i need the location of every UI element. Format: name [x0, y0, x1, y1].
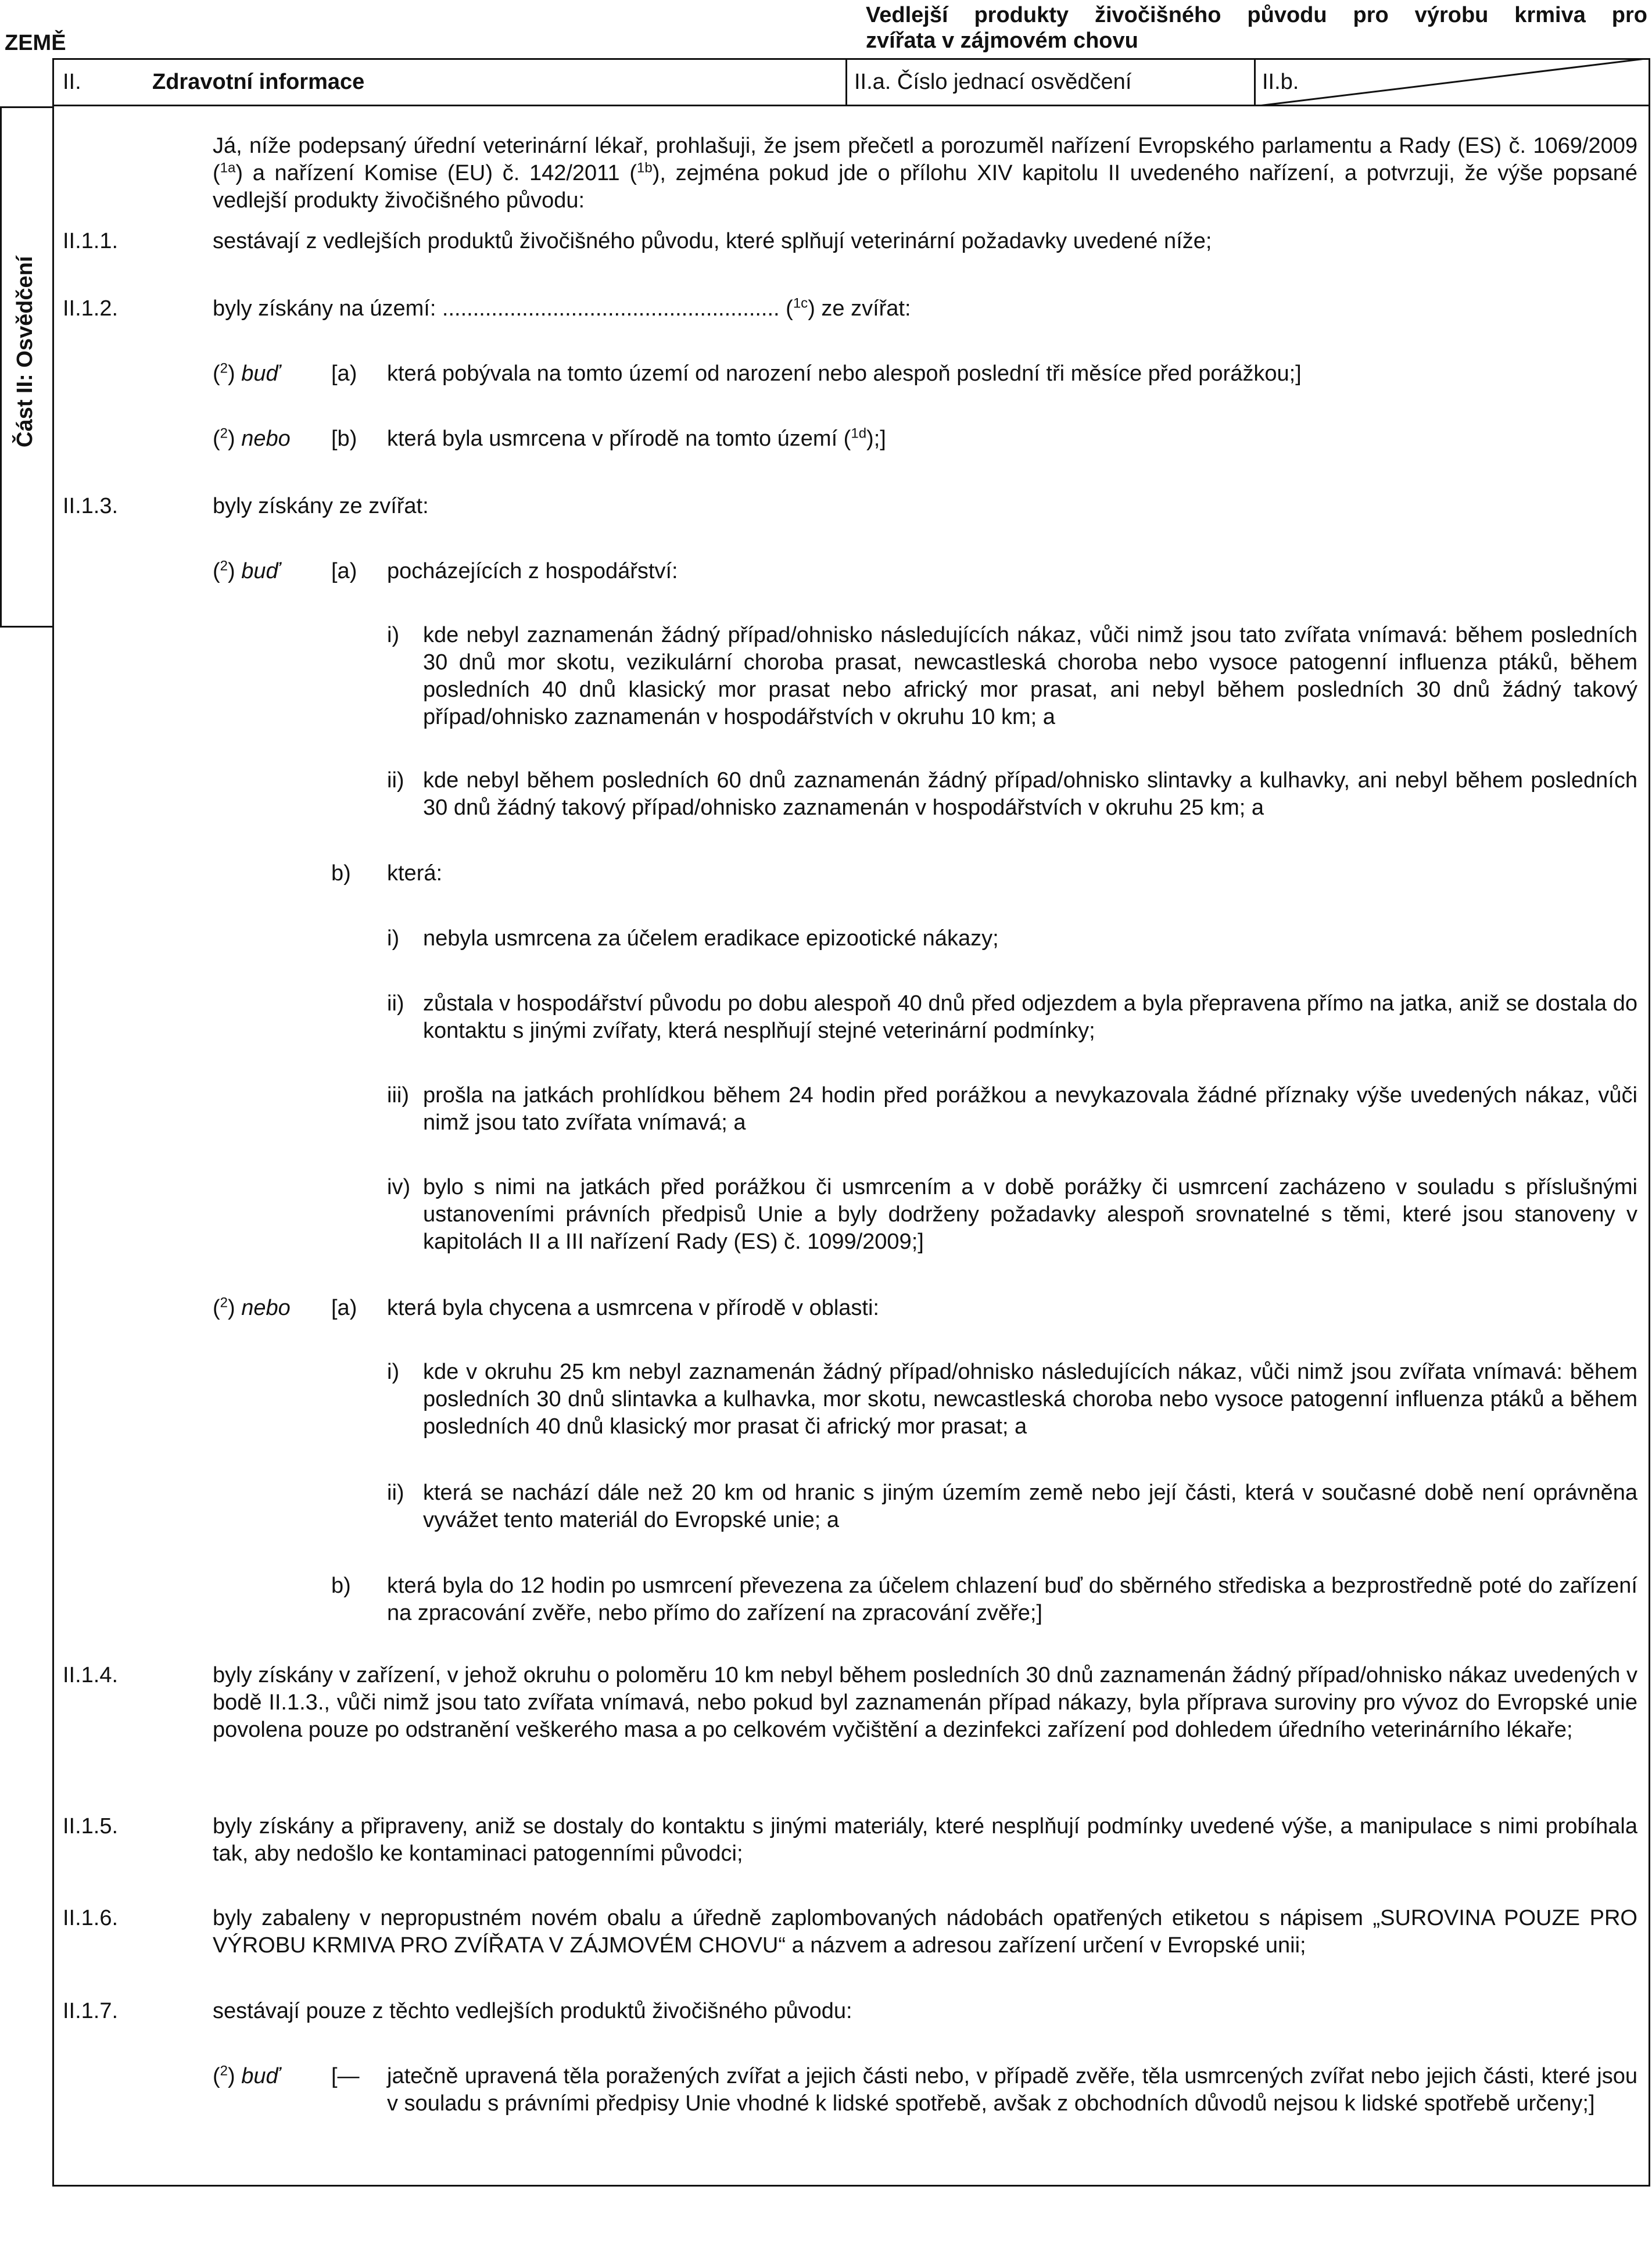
- health-row-divider-a: [845, 58, 847, 106]
- sub-item-number: i): [387, 623, 400, 647]
- sub-item-text: kde nebyl během posledních 60 dnů zaznamenán žádný případ/ohnisko slintavky a kulhavky, ani nebyl během posledních 30 dnů žádný takový případ/ohnisko zaznamenán v hospodářstvích v okruhu 25 km; a: [423, 768, 1637, 820]
- option-letter-a: [a): [331, 1296, 357, 1320]
- option-label-either: ($^2$) buď: [213, 558, 280, 583]
- section-number: II.: [63, 70, 81, 94]
- sub-item-number: iii): [387, 1083, 409, 1108]
- option-label-either: ($^2$) buď: [213, 360, 280, 386]
- country-label: ZEMĚ: [5, 31, 66, 55]
- certificate-reference-b-label: II.b.: [1262, 70, 1299, 94]
- part-two-side-label: Část II: Osvědčení: [13, 256, 37, 447]
- option-text-a: která pobývala na tomto území od narození nebo alespoň poslední tři měsíce před porážkou;]: [387, 361, 1302, 386]
- sub-item-number: iv): [387, 1175, 411, 1199]
- item-number-ii-1-1: II.1.1.: [63, 229, 119, 253]
- option-letter-b: b): [331, 1574, 351, 1598]
- item-number-ii-1-6: II.1.6.: [63, 1906, 119, 1930]
- health-row-diagonal-line: [1254, 58, 1650, 106]
- item-text-ii-1-5: byly získány a připraveny, aniž se dostaly do kontaktu s jinými materiály, které nesplňují podmínky uvedené výše, a manipulace s nimi probíhala tak, aby nedošlo ke kontaminaci patogenními původci;: [213, 1814, 1637, 1866]
- item-number-ii-1-4: II.1.4.: [63, 1663, 119, 1687]
- item-text-ii-1-2: byly získány na území: ....................................................... ($^{1c}$) ze zvířat:: [213, 295, 911, 321]
- item-number-ii-1-5: II.1.5.: [63, 1814, 119, 1838]
- option-text-b: která byla do 12 hodin po usmrcení převezena za účelem chlazení buď do sběrného střediska a bezprostředně poté do zařízení na zpracování zvěře, nebo přímo do zařízení na zpracování zvěře;]: [387, 1574, 1637, 1625]
- sub-item-text: bylo s nimi na jatkách před porážkou či usmrcením a v době porážky či usmrcení zacházeno v souladu s příslušnými ustanoveními právních předpisů Unie a byly dodrženy požadavky alespoň srovnatelné s těmi, které jsou stanoveny v kapitolách II a III nařízení Rady (ES) č. 1099/2009;]: [423, 1175, 1637, 1254]
- option-letter-b: [b): [331, 427, 357, 451]
- sub-item-number: ii): [387, 991, 404, 1016]
- item-number-ii-1-7: II.1.7.: [63, 1999, 119, 2023]
- sub-item-number: i): [387, 1360, 400, 1384]
- item-text-ii-1-4: byly získány v zařízení, v jehož okruhu o poloměru 10 km nebyl během posledních 30 dnů zaznamenán žádný případ/ohnisko nákaz uvedených v bodě II.1.3., vůči nimž jsou tato zvířata vnímavá, nebo pokud byl zaznamenán případ nákazy, byla příprava suroviny pro vývoz do Evropské unie povolena pouze po odstranění veškerého masa a po celkovém vyčištění a dezinfekci zařízení pod dohledem úředního veterinárního lékaře;: [213, 1663, 1637, 1742]
- sub-item-text: nebyla usmrcena za účelem eradikace epizootické nákazy;: [423, 926, 999, 951]
- sub-item-text: zůstala v hospodářství původu po dobu alespoň 40 dnů před odjezdem a byla přepravena přímo na jatka, aniž se dostala do kontaktu s jinými zvířaty, která nesplňují stejné veterinární podmínky;: [423, 991, 1637, 1043]
- sub-item-number: ii): [387, 768, 404, 793]
- item-text-ii-1-3: byly získány ze zvířat:: [213, 494, 429, 518]
- option-letter-b: b): [331, 861, 351, 886]
- option-text-dash: jatečně upravená těla poražených zvířat a jejich části nebo, v případě zvěře, těla usmrcených zvířat nebo jejich části, které jsou v souladu s právními předpisy Unie vhodné k lidské spotřebě, avšak z obchodních důvodů nejsou k lidské spotřebě určeny;]: [387, 2064, 1637, 2116]
- option-text-b: která byla usmrcena v přírodě na tomto území ($^{1d}$);]: [387, 425, 886, 451]
- option-label-either: ($^2$) buď: [213, 2063, 280, 2088]
- sub-item-number: ii): [387, 1481, 404, 1505]
- sub-item-text: kde nebyl zaznamenán žádný případ/ohnisko následujících nákaz, vůči nimž jsou tato zvířata vnímavá: během posledních 30 dnů mor skotu, vezikulární choroba prasat, newcastleská choroba nebo vysoce patogenní influenza ptáků, během posledních 40 dnů klasický mor prasat nebo africký mor prasat, ani nebyl během posledních 30 dnů žádný takový případ/ohnisko zaznamenán v hospodářstvích v okruhu 10 km; a: [423, 623, 1637, 729]
- option-text-b: která:: [387, 861, 443, 886]
- document-title-line1: Vedlejší produkty živočišného původu pro výrobu krmiva pro: [866, 3, 1647, 27]
- item-text-ii-1-6: byly zabaleny v nepropustném novém obalu a úředně zaplombovaných nádobách opatřených etiketou s nápisem „SUROVINA POUZE PRO VÝROBU KRMIVA PRO ZVÍŘATA V ZÁJMOVÉM CHOVU“ a názvem a adresou zařízení určení v Evropské unii;: [213, 1906, 1637, 1958]
- option-label-or: ($^2$) nebo: [213, 425, 291, 451]
- option-label-or: ($^2$) nebo: [213, 1295, 291, 1320]
- document-title-line2: zvířata v zájmovém chovu: [866, 28, 1138, 53]
- option-letter-a: [a): [331, 361, 357, 386]
- item-text-ii-1-1: sestávají z vedlejších produktů živočišného původu, které splňují veterinární požadavky uvedené níže;: [213, 229, 1212, 253]
- sub-item-number: i): [387, 926, 400, 951]
- option-letter-dash: [—: [331, 2064, 360, 2088]
- intro-paragraph: Já, níže podepsaný úřední veterinární lékař, prohlašuji, že jsem přečetl a porozuměl nařízení Evropského parlamentu a Rady (ES) č. 1069/2009 ($^{1a}$) a nařízení Komise (EU) č. 142/2011 ($^{1b}$), zejména pokud jde o přílohu XIV kapitolu II uvedeného nařízení, a potvrzuji, že výše popsané vedlejší produkty živočišného původu:: [213, 134, 1637, 213]
- sub-item-text: prošla na jatkách prohlídkou během 24 hodin před porážkou a nevykazovala žádné příznaky výše uvedených nákaz, vůči nimž jsou tato zvířata vnímavá; a: [423, 1083, 1637, 1135]
- item-text-ii-1-7: sestávají pouze z těchto vedlejších produktů živočišného původu:: [213, 1999, 852, 2023]
- option-letter-a: [a): [331, 559, 357, 583]
- option-text-a: která byla chycena a usmrcena v přírodě v oblasti:: [387, 1296, 879, 1320]
- document-title: [866, 2, 1647, 53]
- sub-item-text: kde v okruhu 25 km nebyl zaznamenán žádný případ/ohnisko následujících nákaz, vůči nimž jsou zvířata vnímavá: během posledních 30 dnů slintavka a kulhavka, mor skotu, newcastleská choroba nebo vysoce patogenní influenza ptáků a během posledních 40 dnů klasický mor prasat či africký mor prasat; a: [423, 1360, 1637, 1439]
- sub-item-text: která se nachází dále než 20 km od hranic s jiným územím země nebo její části, která v současné době není oprávněna vyvážet tento materiál do Evropské unie; a: [423, 1481, 1637, 1532]
- option-text-a: pocházejících z hospodářství:: [387, 559, 678, 583]
- section-title: Zdravotní informace: [152, 70, 365, 94]
- item-number-ii-1-3: II.1.3.: [63, 494, 119, 518]
- certificate-reference-label: II.a. Číslo jednací osvědčení: [854, 70, 1132, 94]
- item-number-ii-1-2: II.1.2.: [63, 296, 119, 321]
